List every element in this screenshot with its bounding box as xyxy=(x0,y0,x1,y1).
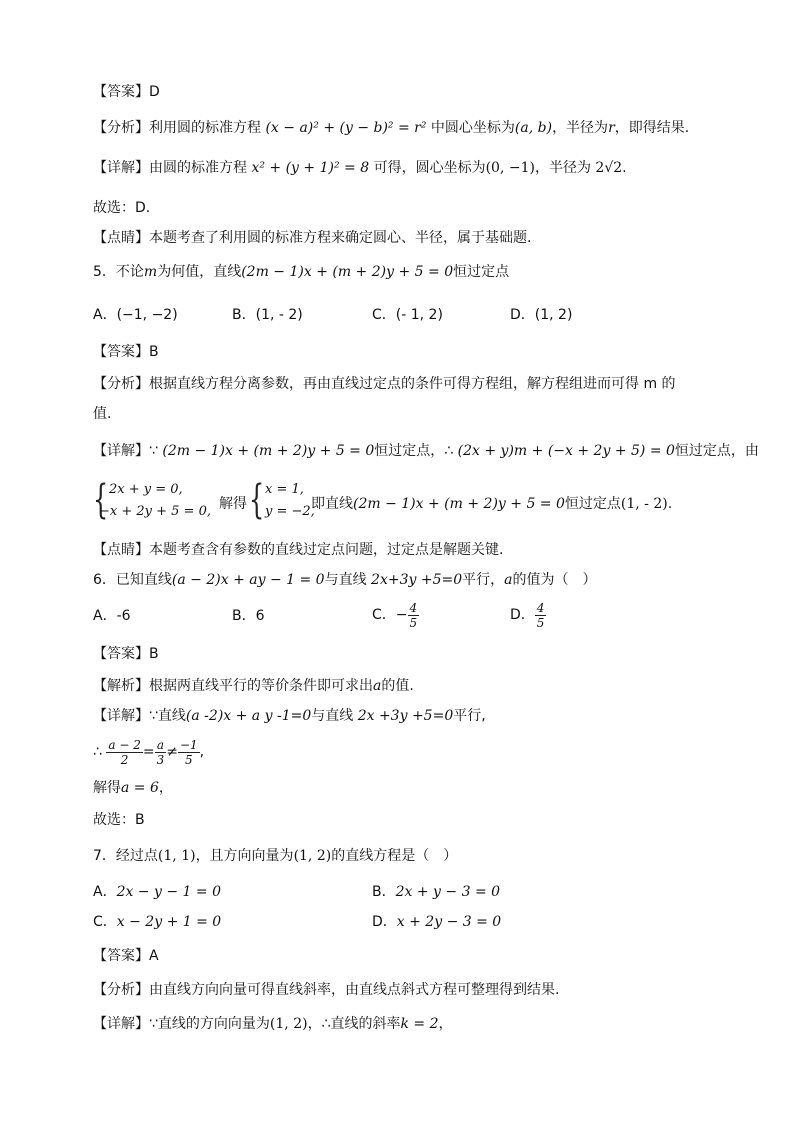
numerator: 4 xyxy=(536,600,545,615)
text: ，半径为 xyxy=(534,160,591,176)
math-line1: (a -2)x + a y -1=0 xyxy=(185,708,312,724)
not-equal-sign: ≠ xyxy=(166,744,178,760)
analysis-q7: 【分析】由直线方向向量可得直线斜率，由直线点斜式方程可整理得到结果. xyxy=(93,982,560,998)
choose-q6: 故选：B xyxy=(93,812,145,828)
denominator: 3 xyxy=(156,752,165,767)
solution-q6 xyxy=(93,676,414,696)
option-5b: B．(1, - 2) xyxy=(232,307,303,323)
text: 的值. xyxy=(381,678,414,694)
because-sign: ∵ xyxy=(149,443,158,459)
comment-q4: 【点睛】本题考查了利用圆的标准方程来确定圆心、半径，属于基础题. xyxy=(93,230,532,246)
text: 【解析】根据两直线平行的等价条件即可求出 xyxy=(93,678,373,694)
text: 由圆的标准方程 xyxy=(149,160,247,176)
text: 恒过定点，由 xyxy=(674,443,759,459)
text: 恒过定点 xyxy=(453,264,510,280)
detail-q5-system xyxy=(93,478,693,528)
fraction xyxy=(408,601,420,630)
text: 与直线 xyxy=(324,572,367,588)
question-7 xyxy=(93,846,457,866)
detail-q6-line3 xyxy=(93,778,173,798)
text: 【详解】∵直线的方向向量为 xyxy=(93,1016,270,1032)
fraction-1 xyxy=(106,738,142,767)
text: ， xyxy=(158,780,173,796)
math-radius: 2√2 xyxy=(595,160,623,176)
math-equation: (2m − 1)x + (m + 2)y + 5 = 0 xyxy=(162,443,375,459)
text: 解得 xyxy=(93,780,121,796)
math-point: (1, 1) xyxy=(157,848,196,864)
detail-q4 xyxy=(93,158,627,178)
detail-q5-line3 xyxy=(311,493,672,513)
option-7d xyxy=(372,912,501,932)
option-6a: A．-6 xyxy=(93,608,131,624)
text: , xyxy=(199,744,205,760)
text: 可得，圆心坐标为 xyxy=(373,160,486,176)
therefore-sign: ∴ xyxy=(444,443,454,459)
math-equation: (2x + y)m + (−x + 2y + 5) = 0 xyxy=(457,443,675,459)
math-equation: x² + (y + 1)² = 8 xyxy=(251,160,370,176)
option-6c xyxy=(372,598,419,632)
option-label: C．− xyxy=(372,607,408,623)
answer-q7: 【答案】A xyxy=(93,948,159,964)
math-vector: (1, 2) xyxy=(269,1016,308,1032)
detail-q5-line1 xyxy=(93,441,759,461)
text: ，半径为 xyxy=(552,120,609,136)
math-center: (0, −1) xyxy=(485,160,535,176)
math-equation: (2m − 1)x + (m + 2)y + 5 = 0 xyxy=(353,496,565,512)
text: 平行, xyxy=(453,708,486,724)
system1-eq1: 2x + y = 0, xyxy=(109,482,183,497)
question-5 xyxy=(93,262,509,282)
text: 解得 xyxy=(219,496,247,512)
detail-q7 xyxy=(93,1014,453,1034)
option-5a: A．(−1, −2) xyxy=(93,307,178,323)
option-label: D． xyxy=(510,607,535,623)
text: 恒过定点， xyxy=(374,443,445,459)
numerator: a − 2 xyxy=(108,737,141,752)
text: 利用圆的标准方程 xyxy=(149,120,261,136)
math-vector: (1, 2) xyxy=(293,848,332,864)
option-label: B． xyxy=(372,884,396,900)
math-a: a xyxy=(504,572,513,588)
text: 平行， xyxy=(462,572,505,588)
denominator: 5 xyxy=(409,615,418,630)
math-line1: (a − 2)x + ay − 1 = 0 xyxy=(171,572,325,588)
question-6 xyxy=(93,570,596,590)
math-m: m xyxy=(143,264,158,280)
answer-q6: 【答案】B xyxy=(93,646,159,662)
math-equation: x + 2y − 3 = 0 xyxy=(396,914,502,930)
math-line-equation: (2m − 1)x + (m + 2)y + 5 = 0 xyxy=(241,264,454,280)
denominator: 5 xyxy=(536,615,545,630)
system1-eq2: −x + 2y + 5 = 0, xyxy=(99,504,211,519)
text: 中圆心坐标为 xyxy=(430,120,515,136)
text: ，∴直线的斜率 xyxy=(307,1016,401,1032)
option-7b xyxy=(372,882,500,902)
math-radius: r xyxy=(608,120,615,136)
text: 的值为（ ） xyxy=(512,572,597,588)
analysis-q5-line2: 值. xyxy=(93,406,112,422)
text: 为何值，直线 xyxy=(157,264,242,280)
fraction-2 xyxy=(155,738,167,767)
detail-tag: 【详解】 xyxy=(93,160,149,176)
text: 6．已知直线 xyxy=(93,572,172,588)
text: . xyxy=(622,160,627,176)
option-6b: B．6 xyxy=(232,608,265,624)
text: 【详解】∵直线 xyxy=(93,708,186,724)
option-label: D． xyxy=(372,914,397,930)
math-a: a xyxy=(373,678,382,694)
math-line2: 2x +3y +5=0 xyxy=(357,708,454,724)
denominator: 5 xyxy=(185,752,193,767)
therefore-sign: ∴ xyxy=(93,744,102,760)
numerator: 4 xyxy=(409,600,418,615)
math-center: (a, b) xyxy=(514,120,553,136)
text: ，且方向向量为 xyxy=(195,848,294,864)
numerator: a xyxy=(155,738,167,753)
math-point: (1, - 2) xyxy=(620,496,668,512)
comment-q5: 【点睛】本题考查含有参数的直线过定点问题，过定点是解题关键. xyxy=(93,542,504,558)
text: 恒过定点 xyxy=(564,496,621,512)
text: . xyxy=(667,496,673,512)
math-line2: 2x+3y +5=0 xyxy=(371,572,463,588)
math-equation: 2x − y − 1 = 0 xyxy=(116,884,221,900)
answer-q4: 【答案】D xyxy=(93,84,160,100)
system2-eq2: y = −2, xyxy=(265,504,315,519)
option-5d: D．(1, 2) xyxy=(510,307,573,323)
equals-sign: = xyxy=(142,744,155,760)
detail-q6-line2 xyxy=(93,734,204,770)
text: ， xyxy=(438,1016,453,1032)
option-label: C． xyxy=(93,914,117,930)
text: 与直线 xyxy=(311,708,354,724)
text: 7．经过点 xyxy=(93,848,158,864)
denominator: 2 xyxy=(120,752,129,767)
fraction-3 xyxy=(178,738,200,767)
left-brace: { xyxy=(93,477,109,523)
left-brace: { xyxy=(249,477,265,523)
text: 5．不论 xyxy=(93,264,144,280)
analysis-q4 xyxy=(93,118,689,138)
fraction xyxy=(535,601,547,630)
option-7c xyxy=(93,912,221,932)
analysis-tag: 【分析】 xyxy=(93,120,149,136)
option-6d xyxy=(510,598,546,632)
math-result: a = 6 xyxy=(121,780,159,796)
math-equation: 2x + y − 3 = 0 xyxy=(395,884,501,900)
analysis-q5-line1: 【分析】根据直线方程分离参数，再由直线过定点的条件可得方程组，解方程组进而可得 m 的 xyxy=(93,376,676,392)
math-slope: k = 2 xyxy=(400,1016,439,1032)
numerator: −1 xyxy=(179,737,198,752)
text: ，即得结果. xyxy=(614,120,690,136)
option-label: A． xyxy=(93,884,117,900)
math-circle-equation: (x − a)² + (y − b)² = r² xyxy=(265,120,427,136)
system2-eq1: x = 1, xyxy=(265,482,304,497)
choose-q4: 故选：D. xyxy=(93,200,151,216)
text: 即直线 xyxy=(311,496,353,512)
detail-tag: 【详解】 xyxy=(93,443,149,459)
answer-q5: 【答案】B xyxy=(93,344,159,360)
text: 的直线方程是（ ） xyxy=(331,848,458,864)
option-7a xyxy=(93,882,221,902)
detail-q6-line1 xyxy=(93,706,486,726)
math-equation: x − 2y + 1 = 0 xyxy=(116,914,222,930)
option-5c: C．(- 1, 2) xyxy=(372,307,443,323)
